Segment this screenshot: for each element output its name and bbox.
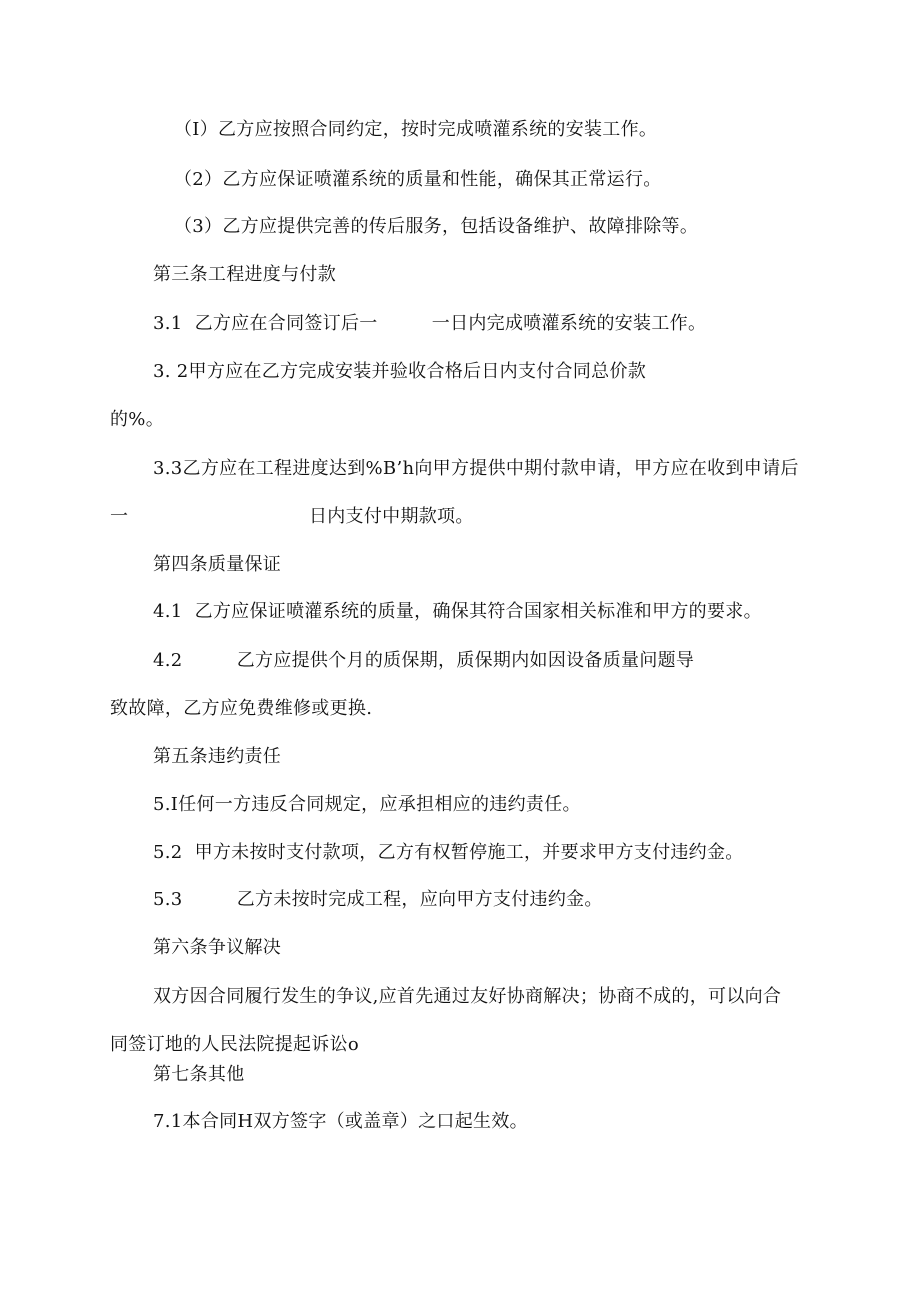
clause-3-2: 3. 2甲方应在乙方完成安装并验收合格后日内支付合同总价款: [153, 361, 647, 382]
clause-6: 双方因合同履行发生的争议,应首先通过友好协商解决；协商不成的，可以向合: [153, 986, 782, 1007]
section-heading-6: 第六条争议解决: [153, 937, 282, 958]
clause-item-1: （I）乙方应按照合同约定，按时完成喷灌系统的安装工作。: [174, 119, 658, 140]
clause-6-continuation: 同签订地的人民法院提起诉讼o: [110, 1034, 360, 1055]
clause-5-1: 5.I任何一方违反合同规定，应承担相应的违约责任。: [153, 794, 581, 815]
clause-item-2: （2）乙方应保证喷灌系统的质量和性能，确保其正常运行。: [174, 169, 662, 190]
section-heading-4: 第四条质量保证: [153, 554, 282, 575]
clause-3-3-continuation: 一 日内支付中期款项。: [110, 506, 474, 527]
section-heading-5: 第五条违约责任: [153, 746, 282, 767]
clause-5-3: 5.3 乙方未按时完成工程，应向甲方支付违约金。: [153, 889, 603, 910]
clause-3-3: 3.3乙方应在工程进度达到%B’h向甲方提供中期付款申请，甲方应在收到申请后: [153, 458, 799, 479]
clause-4-2-continuation: 致故障，乙方应免费维修或更换.: [110, 698, 373, 719]
section-heading-3: 第三条工程进度与付款: [153, 264, 336, 285]
clause-3-1: 3.1 乙方应在合同签订后一 一日内完成喷灌系统的安装工作。: [153, 313, 707, 334]
clause-4-2: 4.2 乙方应提供个月的质保期，质保期内如因设备质量问题导: [153, 650, 695, 671]
clause-item-3: （3）乙方应提供完善的传后服务，包括设备维护、故障排除等。: [174, 216, 699, 237]
clause-7-1: 7.1本合同H双方签字（或盖章）之口起生效。: [153, 1111, 528, 1132]
section-heading-7: 第七条其他: [153, 1064, 245, 1085]
clause-5-2: 5.2 甲方未按时支付款项，乙方有权暂停施工，并要求甲方支付违约金。: [153, 842, 744, 863]
clause-3-2-continuation: 的%。: [110, 409, 165, 430]
clause-4-1: 4.1 乙方应保证喷灌系统的质量，确保其符合国家相关标准和甲方的要求。: [153, 601, 762, 622]
